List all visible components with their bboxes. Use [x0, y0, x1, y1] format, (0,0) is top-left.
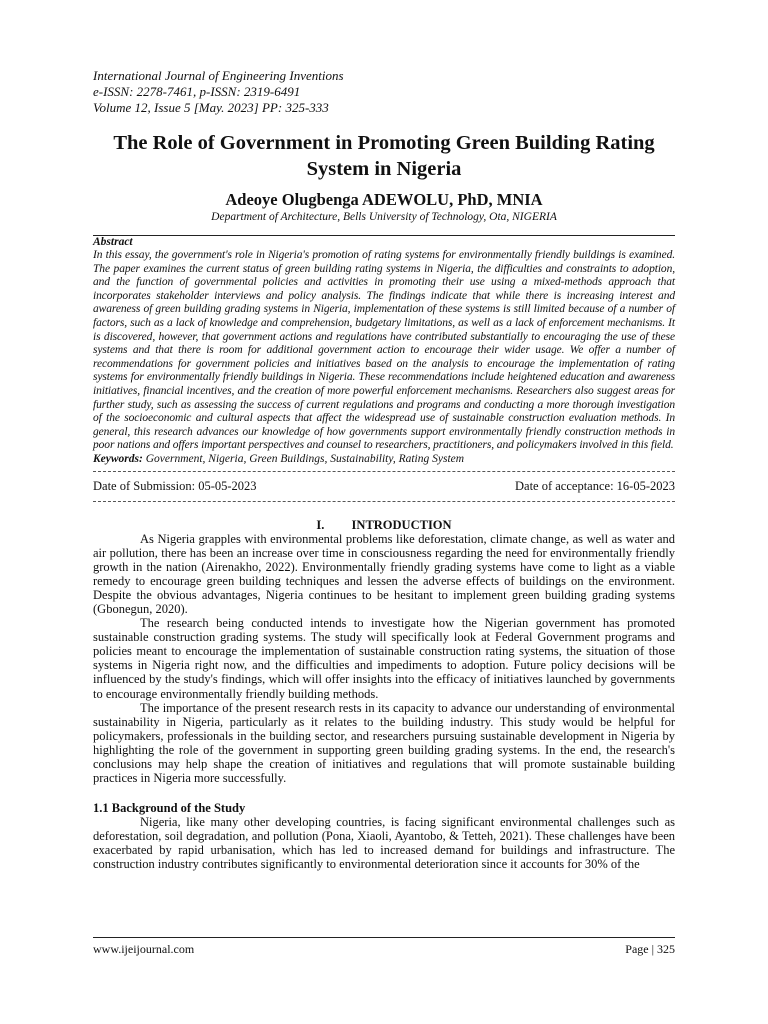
dates-row [93, 478, 675, 494]
keywords-label: Keywords: [93, 452, 143, 465]
keywords [93, 453, 675, 467]
background-paragraph: Nigeria, like many other developing countries, is facing significant environmental challenges such as deforestation, soil degradation, and pollution (Pona, Xiaoli, Ayantobo, & Tetteh, 2021). These challenges have been exacerbated by rapid urbanisation, which has led to increased demand for buildings and infrastructure. The construction industry contributes significantly to environmental deterioration since it accounts for 30% of the [93, 815, 675, 872]
abstract-heading: Abstract [93, 236, 133, 248]
intro-paragraph: The research being conducted intends to investigate how the Nigerian government has promoted sustainable construction grading systems. The study will specifically look at Federal Government programs and policies meant to encourage the implementation of sustainable construction rating systems, the situation of those systems in Nigeria right now, and the difficulties and impediments to adoption. Future policy decisions will be influenced by the study's findings, which will offer insights into the efficacy of initiatives launched by governments to encourage environmentally friendly building methods. [93, 616, 675, 701]
dashed-divider-top [93, 471, 675, 472]
footer-website[interactable]: www.ijeijournal.com [93, 942, 195, 956]
intro-paragraph: The importance of the present research rests in its capacity to advance our understanding of environmental sustainability in Nigeria, particularly as it relates to the building industry. This study would be helpful for policymakers, professionals in the building sector, and researchers pursuing sustainable development in Nigeria by highlighting the role of the government in supporting green building grading systems. In the end, the research's conclusions may help shape the creation of initiatives and regulations that will promote sustainable building practices in Nigeria more successfully. [93, 700, 675, 786]
section-title: INTRODUCTION [351, 517, 452, 532]
introduction-heading [93, 518, 675, 532]
journal-name: International Journal of Engineering Inventions [93, 68, 344, 83]
paper-page [93, 68, 675, 872]
author-affiliation: Department of Architecture, Bells University of Technology, Ota, NIGERIA [211, 211, 557, 223]
submission-date: Date of Submission: 05-05-2023 [93, 478, 257, 493]
intro-paragraph: As Nigeria grapples with environmental problems like deforestation, climate change, as well as water and air pollution, there has been an increase over time in consciousness regarding the need for environmentally friendly growth in the nation (Airenakho, 2022). Environmentally friendly grading systems have come to light as a viable remedy to encourage green building techniques and lessen the adverse effects of buildings on the environment. Despite the obvious advantages, Nigeria continues to be hesitant to implement green building grading systems (Gbonegun, 2020). [93, 531, 675, 616]
page-footer [93, 937, 675, 956]
keywords-list: Government, Nigeria, Green Buildings, Sustainability, Rating System [145, 452, 465, 465]
abstract-text: In this essay, the government's role in Nigeria's promotion of rating systems for environmentally friendly buildings is examined. The paper examines the current status of green building rating systems in Nigeria, the difficulties and constraints to adoption, and the function of governmental policies and activities in promoting their use using a mixed-methods approach that incorporates stakeholder interviews and policy analysis. The findings indicate that while there is increasing interest and awareness of green building grading systems in Nigeria, implementation of these systems is still limited because of a number of factors, such as a lack of knowledge and comprehension, budgetary limitations, as well as a lack of enforcement mechanisms. It is discovered, however, that government actions and regulations have contributed substantially to encouraging the use of these systems and that there is room for additional government action to encourage their wider usage. We offer a number of recommendations for government policies and initiatives based on the analysis to encourage the implementation of rating systems for environmentally friendly buildings in Nigeria. These recommendations include heightened education and awareness initiatives, financial incentives, and the creation of more powerful enforcement mechanisms. Researchers also suggest areas for further study, such as assessing the success of current regulations and programs and conducting a more thorough investigation of the socioeconomic and cultural aspects that affect the widespread use of sustainable construction evaluation methods. In general, this research advances our knowledge of how governments support environmentally friendly construction methods in poor nations and offers important perspectives and counsel to researchers, practitioners, and policymakers involved in this field. [93, 249, 675, 452]
footer-page-number: Page | 325 [625, 942, 675, 956]
background-heading: 1.1 Background of the Study [93, 801, 246, 816]
journal-volume: Volume 12, Issue 5 [May. 2023] PP: 325-333 [93, 100, 329, 115]
journal-header [93, 68, 675, 116]
journal-issn: e-ISSN: 2278-7461, p-ISSN: 2319-6491 [93, 84, 301, 99]
dashed-divider-bottom [93, 501, 675, 502]
section-number: I. [316, 517, 325, 532]
author-name: Adeoye Olugbenga ADEWOLU, PhD, MNIA [225, 190, 543, 209]
acceptance-date: Date of acceptance: 16-05-2023 [515, 478, 675, 493]
paper-title: The Role of Government in Promoting Green Building Rating System in Nigeria [113, 132, 655, 180]
